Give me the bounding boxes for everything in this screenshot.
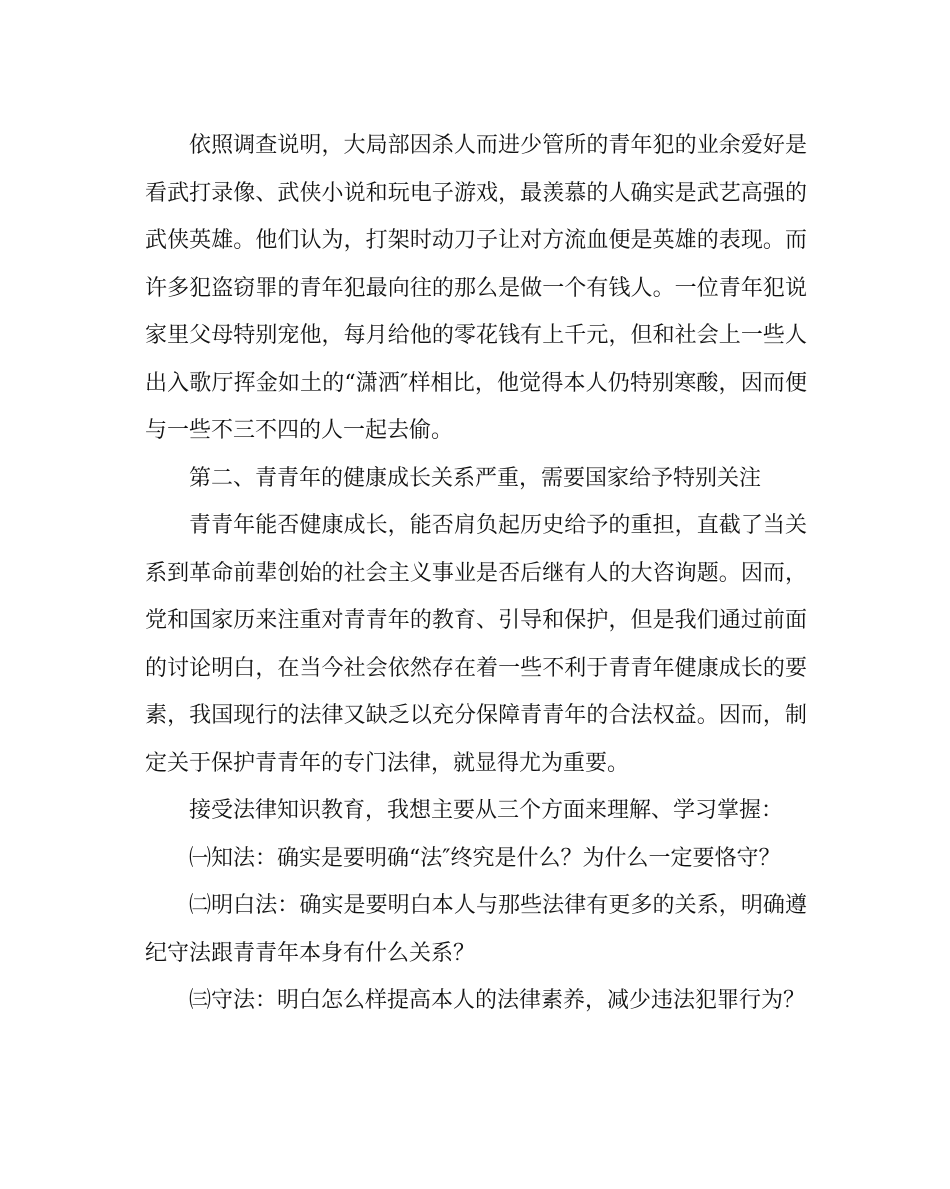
paragraph-1: 依照调查说明，大局部因杀人而进少管所的青年犯的业余爱好是看武打录像、武侠小说和玩电子游戏，最羡慕的人确实是武艺高强的武侠英雄。他们认为，打架时动刀子让对方流血便是英雄的表现。而许多犯盗窃罪的青年犯最向往的那么是做一个有钱人。一位青年犯说家里父母特别宠他，每月给他的零花钱有上千元，但和社会上一些人出入歌厅挥金如土的“潇洒″样相比，他觉得本人仍特别寒酸，因而便与一些不三不四的人一起去偷。 [145, 133, 807, 443]
paragraph-4: 接受法律知识教育，我想主要从三个方面来理解、学习掌握： [189, 798, 784, 823]
paragraph-3: 青青年能否健康成长，能否肩负起历史给予的重担，直截了当关系到革命前辈创始的社会主义事业是否后继有人的大咨询题。因而，党和国家历来注重对青青年的教育、引导和保护，但是我们通过前面的讨论明白，在当今社会依然存在着一些不利于青青年健康成长的要素，我国现行的法律又缺乏以充分保障青青年的合法权益。因而，制定关于保护青青年的专门法律，就显得尤为重要。 [145, 513, 807, 776]
list-item-know-law: ㈠知法：确实是要明确“法″终究是什么？为什么一定要恪守？ [189, 845, 781, 871]
paragraph-2-heading: 第二、青青年的健康成长关系严重，需要国家给予特别关注 [189, 465, 762, 491]
document-body [145, 122, 807, 1025]
list-item-obey-law: ㈢守法：明白怎么样提高本人的法律素养，减少违法犯罪行为？ [189, 988, 806, 1013]
list-item-understand-law: ㈡明白法：确实是要明白本人与那些法律有更多的关系，明确遵纪守法跟青青年本身有什么关系？ [145, 893, 807, 966]
